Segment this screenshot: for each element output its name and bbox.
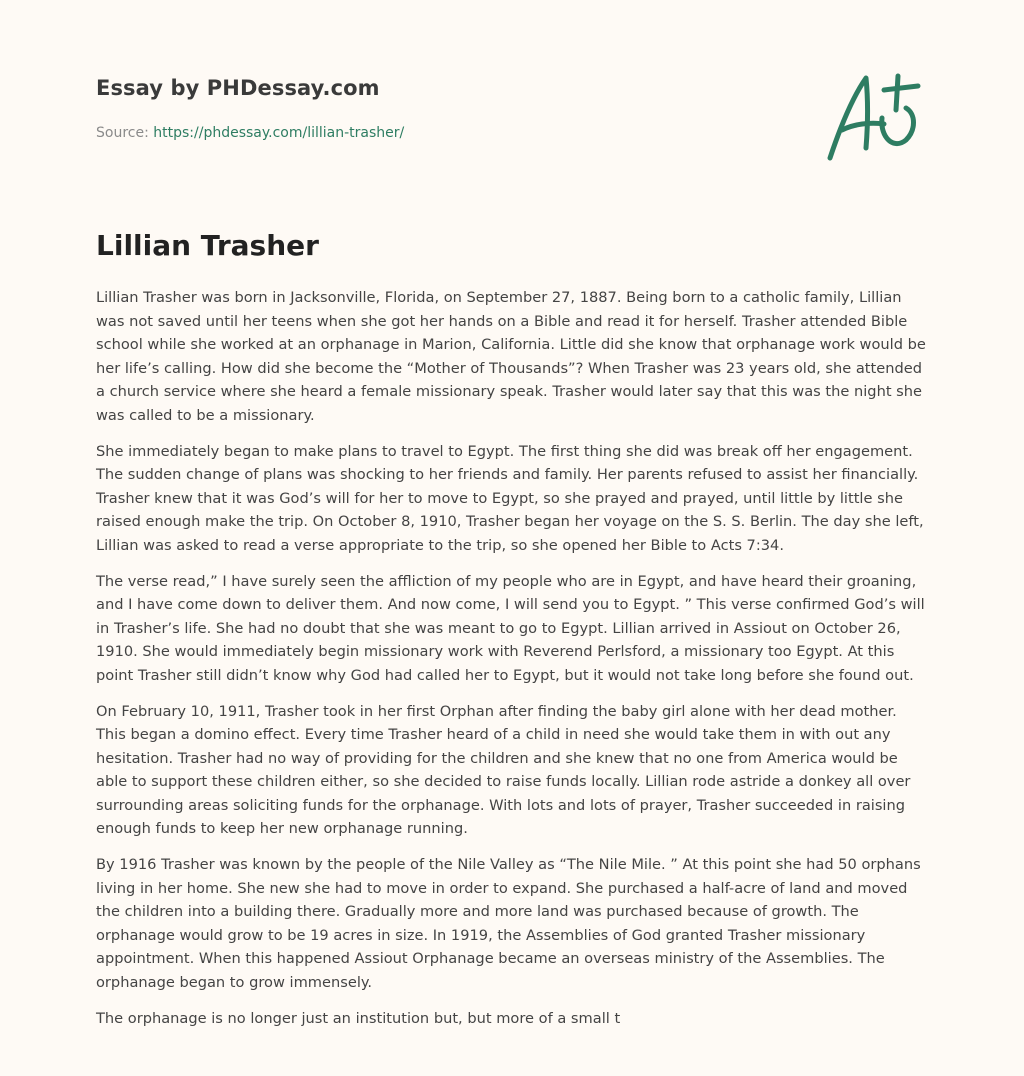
essay-body — [96, 286, 928, 1042]
source-line — [96, 125, 404, 141]
essay-paragraph: By 1916 Trasher was known by the people of the Nile Valley as “The Nile Mile. ” At this point she had 50 orphans living in her home. She new she had to move in order to expand. She purchased a half-acre of land and moved the children into a building there. Gradually more and more land was purchased because of growth. The orphanage would grow to be 19 acres in size. In 1919, the Assemblies of God granted Trasher missionary appointment. When this happened Assiout Orphanage became an overseas ministry of the Assemblies. The orphanage began to grow immensely. — [96, 856, 921, 992]
essay-title: Lillian Trasher — [96, 229, 319, 262]
a-plus-logo-icon — [822, 68, 926, 164]
essay-paragraph: The verse read,” I have surely seen the affliction of my people who are in Egypt, and have heard their groaning, and I have come down to deliver them. And now come, I will send you to Egypt. ” This verse confirmed God’s will in Trasher’s life. She had no doubt that she was meant to go to Egypt. Lillian arrived in Assiout on October 26, 1910. She would immediately begin missionary work with Reverend Perlsford, a missionary too Egypt. At this point Trasher still didn’t know why God had called her to Egypt, but it would not take long before she found out. — [96, 572, 925, 684]
source-link[interactable]: https://phdessay.com/lillian-trasher/ — [153, 125, 405, 141]
site-title: Essay by PHDessay.com — [96, 76, 380, 100]
essay-paragraph: Lillian Trasher was born in Jacksonville, Florida, on September 27, 1887. Being born to a catholic family, Lillian was not saved until her teens when she got her hands on a Bible and read it for herself. Trasher attended Bible school while she worked at an orphanage in Marion, California. Little did she know that orphanage work would be her life’s calling. How did she become the “Mother of Thousands”? When Trasher was 23 years old, she attended a church service where she heard a female missionary speak. Trasher would later say that this was the night she was called to be a missionary. — [96, 289, 926, 424]
essay-paragraph: On February 10, 1911, Trasher took in her first Orphan after finding the baby girl alone with her dead mother. This began a domino effect. Every time Trasher heard of a child in need she would take them in with out any hesitation. Trasher had no way of providing for the children and she knew that no one from America would be able to support these children either, so she decided to raise funds locally. Lillian rode astride a donkey all over surrounding areas soliciting funds for the orphanage. With lots and lots of prayer, Trasher succeeded in raising enough funds to keep her new orphanage running. — [96, 702, 911, 838]
essay-paragraph: She immediately began to make plans to travel to Egypt. The first thing she did was break off her engagement. The sudden change of plans was shocking to her friends and family. Her parents refused to assist her financially. Trasher knew that it was God’s will for her to move to Egypt, so she prayed and prayed, until little by little she raised enough make the trip. On October 8, 1910, Trasher began her voyage on the S. S. Berlin. The day she left, Lillian was asked to read a verse appropriate to the trip, so she opened her Bible to Acts 7:34. — [96, 442, 924, 554]
essay-paragraph: The orphanage is no longer just an institution but, but more of a small t — [96, 1009, 621, 1027]
source-label: Source: — [96, 125, 149, 141]
